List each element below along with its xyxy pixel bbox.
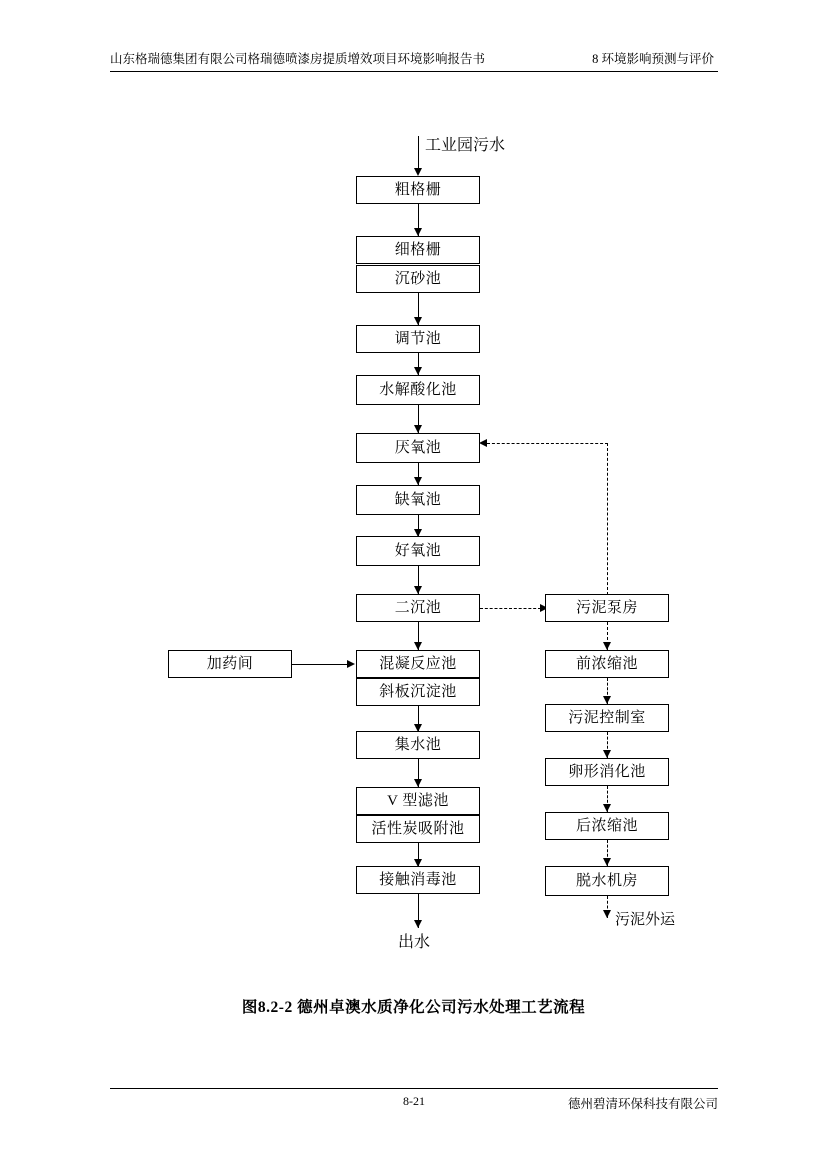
connector-return-vertical (607, 443, 608, 595)
node-hydrolysis-acidification-tank (356, 375, 480, 405)
inlet-label: 工业园污水 (425, 137, 506, 154)
sludge-out-label: 污泥外运 (615, 912, 676, 928)
node-anaerobic-tank (356, 433, 480, 463)
node-fine-screen (356, 236, 480, 264)
page-number: 8-21 (403, 1094, 425, 1108)
arrow-equalization-to-hydrolysis (414, 367, 422, 375)
node-label: 后浓缩池 (575, 817, 638, 834)
arrow-dosing-to-coagulation (347, 660, 355, 668)
arrow-pump-to-prethickener (603, 642, 611, 650)
node-label: 斜板沉淀池 (379, 683, 457, 700)
node-post-thickener (545, 812, 669, 840)
connector-dosing-to-coagulation (292, 664, 348, 665)
arrow-control-to-digester (603, 750, 611, 758)
page-footer (110, 1088, 718, 1112)
arrow-outlet (414, 920, 422, 928)
node-contact-disinfection-tank (356, 866, 480, 894)
arrow-sludge-out (603, 910, 611, 918)
node-sludge-pump-house (545, 594, 669, 622)
node-label: 污泥泵房 (575, 599, 638, 616)
node-v-type-filter (356, 787, 480, 815)
node-dosing-room (168, 650, 292, 678)
arrow-hydrolysis-to-anaerobic (414, 425, 422, 433)
header-title-left: 山东格瑞德集团有限公司格瑞德喷漆房提质增效项目环境影响报告书 (110, 52, 486, 66)
node-label: 沉砂池 (394, 270, 442, 287)
node-label: 接触消毒池 (379, 871, 457, 888)
node-label: 活性炭吸附池 (371, 820, 465, 837)
node-label: 二沉池 (394, 599, 442, 616)
node-aerobic-tank (356, 536, 480, 566)
node-coagulation-reaction-tank (356, 650, 480, 678)
node-label: 污泥控制室 (568, 709, 646, 726)
connector-secondary-to-sludge-pump (480, 608, 541, 609)
arrow-aerobic-to-secondary (414, 586, 422, 594)
arrow-coarse-to-fine (414, 228, 422, 236)
footer-company: 德州碧清环保科技有限公司 (567, 1097, 718, 1111)
node-anoxic-tank (356, 485, 480, 515)
arrow-prethickener-to-control (603, 696, 611, 704)
node-label: 好氧池 (394, 542, 442, 559)
node-dewatering-machine-room (545, 866, 669, 896)
node-secondary-clarifier (356, 594, 480, 622)
arrow-inlet (414, 168, 422, 176)
node-label: 粗格栅 (394, 181, 442, 198)
node-sludge-control-room (545, 704, 669, 732)
node-label: 水解酸化池 (379, 381, 457, 398)
node-pre-thickener (545, 650, 669, 678)
node-label: 细格栅 (394, 241, 442, 258)
arrow-secondary-to-coagulation (414, 642, 422, 650)
node-coarse-screen (356, 176, 480, 204)
arrow-return-to-anaerobic (479, 439, 487, 447)
node-grit-chamber (356, 265, 480, 293)
outlet-label: 出水 (398, 934, 431, 951)
node-label: 调节池 (394, 330, 442, 347)
node-collection-tank (356, 731, 480, 759)
node-label: 混凝反应池 (379, 655, 457, 672)
node-egg-shaped-digester (545, 758, 669, 786)
header-title-right: 8 环境影响预测与评价 (592, 52, 714, 66)
node-label: 加药间 (206, 655, 254, 672)
figure-caption: 图8.2-2 德州卓澳水质净化公司污水处理工艺流程 (241, 999, 586, 1016)
node-label: 卵形消化池 (568, 763, 646, 780)
node-label: 集水池 (394, 736, 442, 753)
arrow-digester-to-postthickener (603, 804, 611, 812)
node-label: V 型滤池 (387, 792, 449, 809)
node-label: 前浓缩池 (575, 655, 638, 672)
node-label: 脱水机房 (575, 872, 638, 889)
node-activated-carbon-adsorption-tank (356, 815, 480, 843)
arrow-grit-to-equalization (414, 317, 422, 325)
arrow-postthickener-to-dewatering (603, 858, 611, 866)
node-label: 缺氧池 (394, 491, 442, 508)
arrow-collection-to-filter (414, 779, 422, 787)
node-inclined-plate-sedimentation-tank (356, 678, 480, 706)
node-equalization-tank (356, 325, 480, 353)
node-label: 厌氧池 (394, 439, 442, 456)
arrow-anaerobic-to-anoxic (414, 477, 422, 485)
connector-return-horizontal (487, 443, 608, 444)
